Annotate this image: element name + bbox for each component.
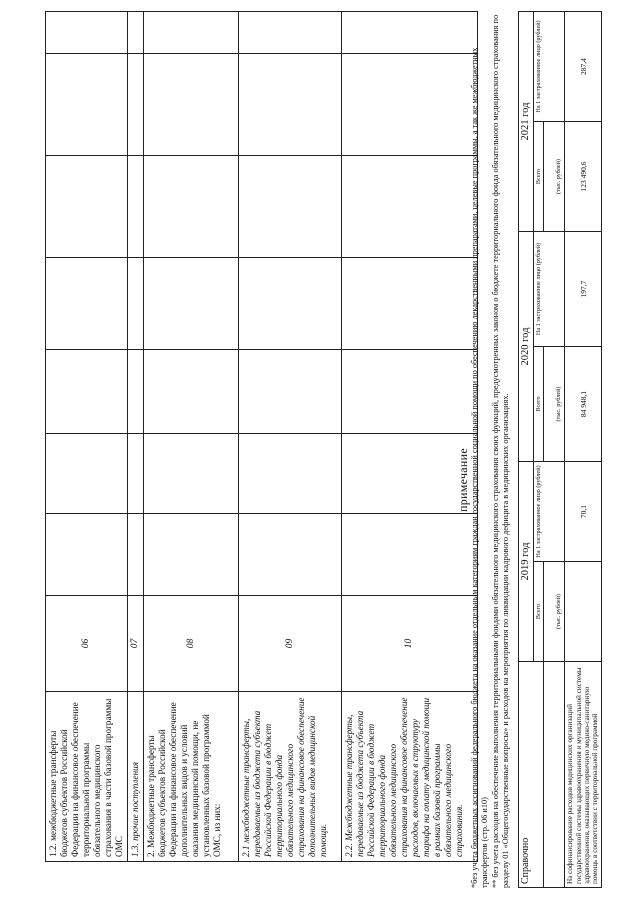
value-cell: [144, 514, 239, 596]
table-row: [144, 12, 239, 862]
value-cell: [239, 54, 342, 156]
row-code: 08: [144, 596, 239, 692]
table-row: [128, 12, 144, 862]
value-cell: [239, 258, 342, 350]
value-cell: [144, 12, 239, 54]
col-total-2021: Всего: [534, 122, 544, 232]
value-cell: [144, 156, 239, 258]
value-cell: [46, 54, 128, 156]
value-cell: [128, 350, 144, 434]
value-2019-total: [565, 562, 602, 662]
col-per-person-2020: На 1 застрахованное лицо (рублей): [534, 232, 565, 347]
row-label: 2.1 межбюджетные трансферты, передаваемые из бюджета субъекта Российской Федерации в бюджет территориального фонда обязательного медицинского страхования на финансовое обеспечение дополнительных видов медицинской помощи.: [239, 692, 342, 862]
note-1: *без учета бюджетных ассигнований федерального бюджета на оказание отдельным категориям граждан государственной социальной помощи по обеспечению лекарственными препаратами, целевые программы, а так же межбюджетных трансфертов (стр. 06 и10): [470, 47, 489, 888]
value-cell: [342, 258, 478, 350]
value-cell: [342, 350, 478, 434]
year-2021: 2021 год: [519, 12, 534, 232]
row-code: 09: [239, 596, 342, 692]
value-cell: [342, 12, 478, 54]
value-cell: [144, 54, 239, 156]
unit-2019: (тыс. рублей): [544, 562, 565, 662]
unit-2020: (тыс. рублей): [544, 347, 565, 462]
value-cell: [239, 434, 342, 514]
value-cell: [128, 156, 144, 258]
value-2021-total: 123 490,6: [565, 122, 602, 232]
value-2019-per-person: 70,1: [565, 462, 602, 562]
value-cell: [46, 12, 128, 54]
table-row: [239, 12, 342, 862]
value-cell: [342, 514, 478, 596]
reference-row-label: На софинансирование расходов медицинских организаций государственной системы здравоохранения и муниципальной системы здравоохранения, оказывающих первичную медико-санитарную помощь в соответствии с территориальной программой: [565, 662, 602, 888]
unit-2021: (тыс. рублей): [544, 122, 565, 232]
col-per-person-2021: На 1 застрахованное лицо (рублей): [534, 12, 565, 122]
value-cell: [128, 514, 144, 596]
value-cell: [46, 156, 128, 258]
notes-block: [470, 12, 512, 888]
row-label: 1.2. межбюджетные трансферты бюджетов субъектов Российской Федерации на финансовое обеспечение территориальной программы обязательного медицинского страхования в части базовой программы ОМС: [46, 692, 128, 862]
value-2020-total: 84 948,1: [565, 347, 602, 462]
reference-title: Справочно: [519, 662, 544, 888]
table-row: [342, 12, 478, 862]
row-code: 10: [342, 596, 478, 692]
value-2020-per-person: 197,7: [565, 232, 602, 347]
row-code: 07: [128, 596, 144, 692]
value-cell: [128, 54, 144, 156]
rotated-content: [20, 10, 620, 890]
reference-table: [518, 11, 602, 888]
row-label: 2. Межбюджетные трансферты бюджетов субъектов Российской Федерации на финансовое обеспечение дополнительных видов и условий оказания медицинской помощи, не установленных базовой программой ОМС, из них:: [144, 692, 239, 862]
value-cell: [239, 514, 342, 596]
value-2021-per-person: 287,4: [565, 12, 602, 122]
reference-blank: [544, 662, 565, 888]
col-total-2019: Всего: [534, 562, 544, 662]
value-cell: [342, 54, 478, 156]
financing-table: [45, 11, 478, 862]
note-2: ** без учета расходов на обеспечение выполнения территориальными фондами обязательного медицинского страхования своих функций, предусмотренных законом о бюджете территориального фонда обязательного медицинского страхования по разделу 01 «Общегосударственные вопросы» и расходов на мероприятия по ликвидации кадрового дефицита в медицинских организациях.: [491, 14, 510, 888]
col-total-2020: Всего: [534, 347, 544, 462]
value-cell: [46, 514, 128, 596]
value-cell: [46, 350, 128, 434]
value-cell: [239, 350, 342, 434]
table-row: [46, 12, 128, 862]
value-cell: [128, 12, 144, 54]
value-cell: [144, 434, 239, 514]
value-cell: [46, 258, 128, 350]
row-code: 06: [46, 596, 128, 692]
value-cell: [239, 156, 342, 258]
value-cell: [128, 434, 144, 514]
col-per-person-2019: На 1 застрахованное лицо (рублей): [534, 462, 565, 562]
year-2020: 2020 год: [519, 232, 534, 462]
row-label: 1.3. прочие поступления: [128, 692, 144, 862]
value-cell: [144, 350, 239, 434]
value-cell: [342, 156, 478, 258]
notes-title: примечание: [456, 448, 470, 512]
value-cell: [239, 12, 342, 54]
value-cell: [144, 258, 239, 350]
value-cell: [46, 434, 128, 514]
year-2019: 2019 год: [519, 462, 534, 662]
row-label: 2.2. Межбюджетные трансферты, передаваемые из бюджета субъекта Российской Федерации в бюджет территориального фонда обязательного медицинского страхования на финансовое обеспечение расходов, включаемых в структуру тарифа на оплату медицинской помощи в рамках базовой программы обязательного медицинского страхования.: [342, 692, 478, 862]
value-cell: [128, 258, 144, 350]
